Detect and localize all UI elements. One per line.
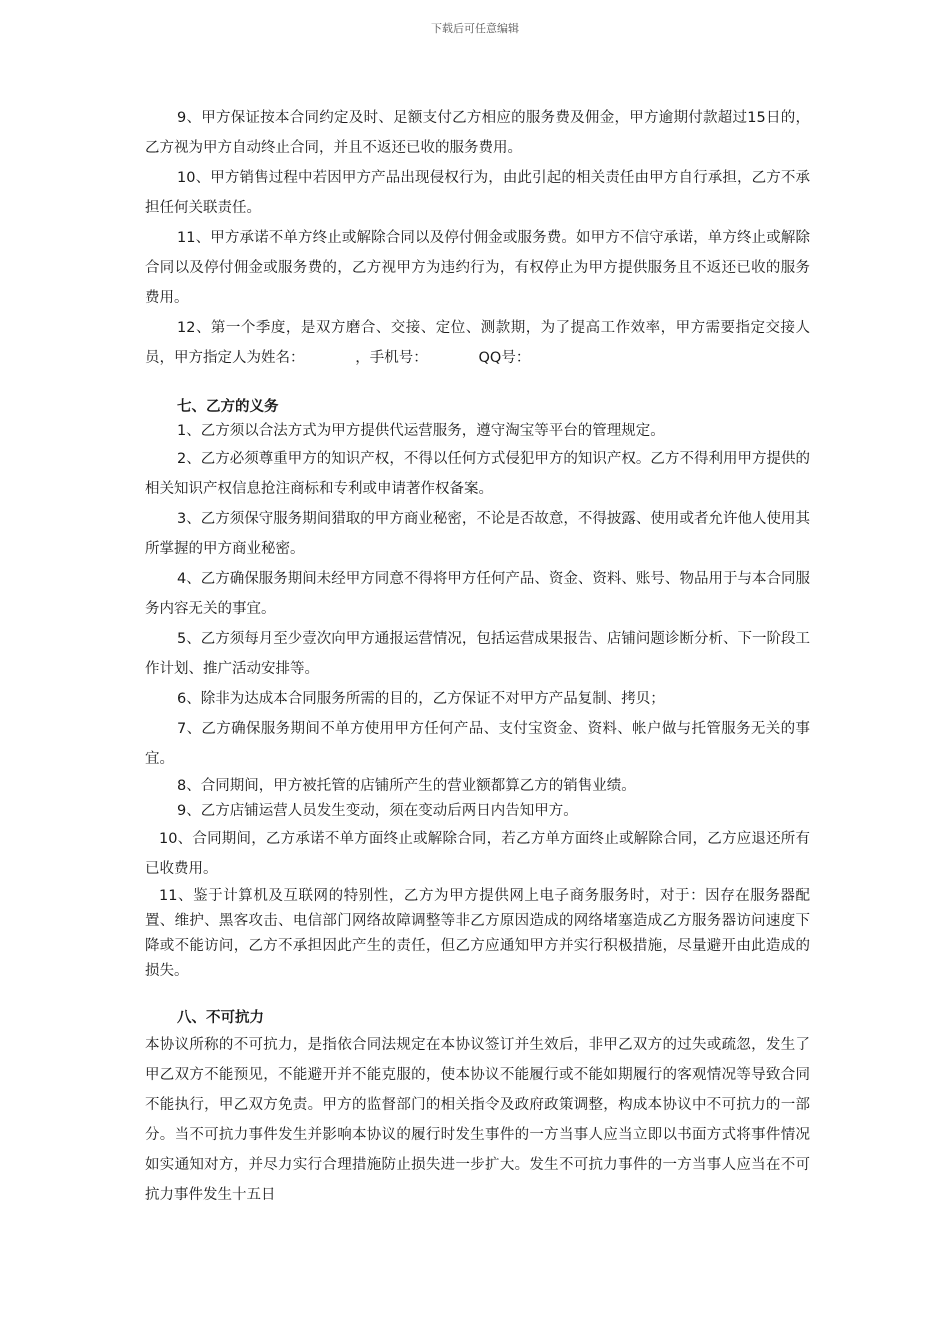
clause-a11: 11、甲方承诺不单方终止或解除合同以及停付佣金或服务费。如甲方不信守承诺，单方终止或解除合同以及停付佣金或服务费的，乙方视甲方为违约行为，有权停止为甲方提供服务且不返还已收的服务费用。 — [145, 230, 810, 306]
clause-b3: 3、乙方须保守服务期间猎取的甲方商业秘密，不论是否故意，不得披露、使用或者允许他人使用其所掌握的甲方商业秘密。 — [145, 511, 810, 557]
section-8-heading: 八、不可抗力 — [177, 1010, 264, 1026]
clause-b4: 4、乙方确保服务期间未经甲方同意不得将甲方任何产品、资金、资料、账号、物品用于与本合同服务内容无关的事宜。 — [145, 571, 810, 617]
clause-b9: 9、乙方店铺运营人员发生变动，须在变动后两日内告知甲方。 — [177, 803, 578, 819]
clause-b10: 10、合同期间，乙方承诺不单方面终止或解除合同，若乙方单方面终止或解除合同，乙方应退还所有已收费用。 — [145, 831, 810, 877]
clause-b8: 8、合同期间，甲方被托管的店铺所产生的营业额都算乙方的销售业绩。 — [177, 778, 636, 794]
force-majeure-paragraph: 本协议所称的不可抗力，是指依合同法规定在本协议签订并生效后，非甲乙双方的过失或疏忽，发生了甲乙双方不能预见，不能避开并不能克服的，使本协议不能履行或不能如期履行的客观情况等导致合同不能执行，甲乙双方免责。甲方的监督部门的相关指令及政府政策调整，构成本协议中不可抗力的一部分。当不可抗力事件发生并影响本协议的履行时发生事件的一方当事人应当立即以书面方式将事件情况如实通知对方，并尽力实行合理措施防止损失进一步扩大。发生不可抗力事件的一方当事人应当在不可抗力事件发生十五日 — [145, 1037, 810, 1203]
page-header: 下载后可任意编辑 — [431, 22, 519, 35]
clause-a9: 9、甲方保证按本合同约定及时、足额支付乙方相应的服务费及佣金，甲方逾期付款超过15日的，乙方视为甲方自动终止合同，并且不返还已收的服务费用。 — [145, 110, 810, 156]
clause-b7: 7、乙方确保服务期间不单方使用甲方任何产品、支付宝资金、资料、帐户做与托管服务无关的事宜。 — [145, 721, 810, 767]
clause-b1: 1、乙方须以合法方式为甲方提供代运营服务，遵守淘宝等平台的管理规定。 — [177, 423, 665, 439]
clause-b6: 6、除非为达成本合同服务所需的目的，乙方保证不对甲方产品复制、拷贝； — [177, 691, 665, 707]
clause-a12: 12、第一个季度，是双方磨合、交接、定位、测款期，为了提高工作效率，甲方需要指定交接人员，甲方指定人为姓名： ，手机号： QQ号： — [145, 320, 810, 366]
contract-page-body — [145, 103, 810, 1210]
clause-b2: 2、乙方必须尊重甲方的知识产权，不得以任何方式侵犯甲方的知识产权。乙方不得利用甲方提供的相关知识产权信息抢注商标和专利或申请著作权备案。 — [145, 451, 810, 497]
section-7-heading: 七、乙方的义务 — [177, 399, 279, 415]
clause-b11: 11、鉴于计算机及互联网的特别性，乙方为甲方提供网上电子商务服务时，对于：因存在服务器配置、维护、黑客攻击、电信部门网络故障调整等非乙方原因造成的网络堵塞造成乙方服务器访问速度下降或不能访问，乙方不承担因此产生的责任，但乙方应通知甲方并实行积极措施，尽量避开由此造成的损失。 — [145, 888, 810, 979]
clause-a10: 10、甲方销售过程中若因甲方产品出现侵权行为，由此引起的相关责任由甲方自行承担，乙方不承担任何关联责任。 — [145, 170, 810, 216]
clause-b5: 5、乙方须每月至少壹次向甲方通报运营情况，包括运营成果报告、店铺问题诊断分析、下一阶段工作计划、推广活动安排等。 — [145, 631, 810, 677]
